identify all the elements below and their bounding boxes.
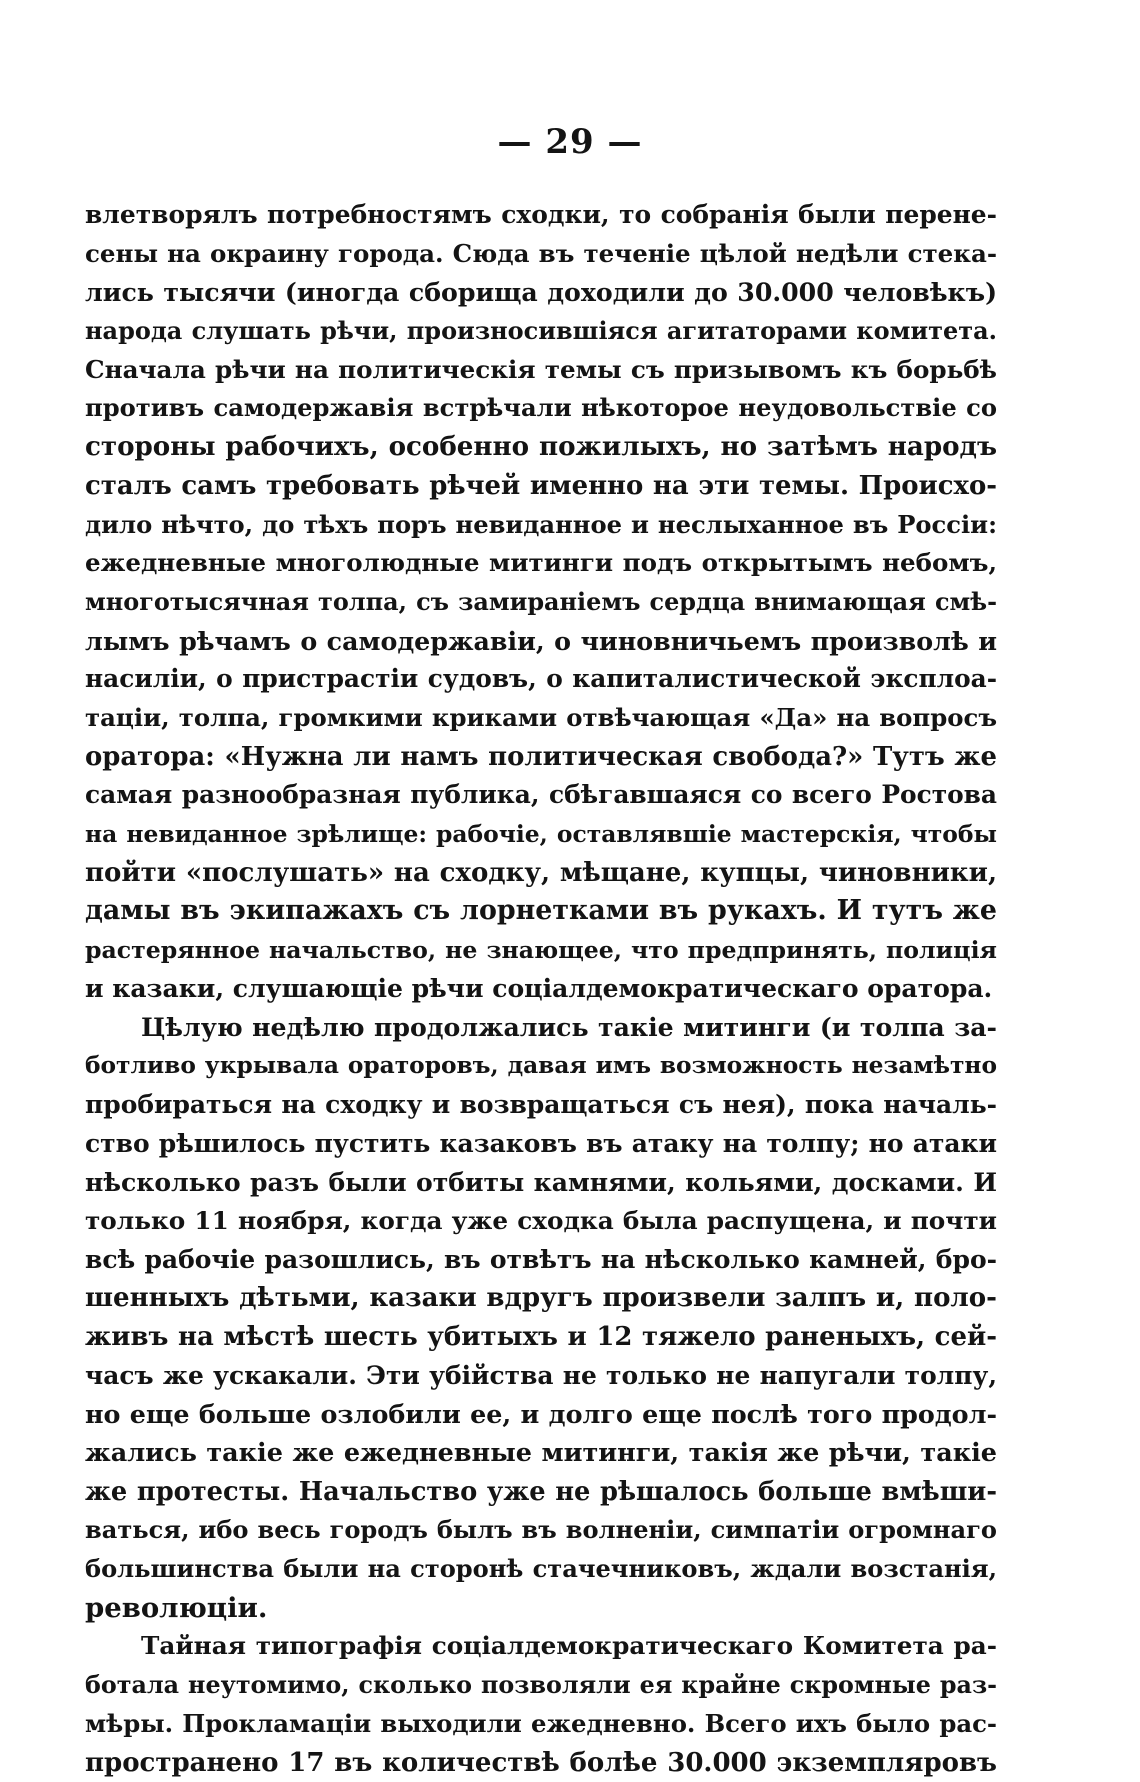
text-line: ботала неутомимо, сколько позволяли ея крайне скромные раз- xyxy=(85,1666,997,1705)
text-line: ство рѣшилось пустить казаковъ въ атаку на толпу; но атаки xyxy=(85,1125,997,1164)
text-line: насиліи, о пристрастіи судовъ, о капиталистической эксплоа- xyxy=(85,660,997,699)
text-line: мѣры. Прокламаціи выходили ежедневно. Всего ихъ было рас- xyxy=(85,1705,997,1744)
text-line: живъ на мѣстѣ шесть убитыхъ и 12 тяжело раненыхъ, сей- xyxy=(85,1318,997,1357)
text-line: ботливо укрывала ораторовъ, давая имъ возможность незамѣтно xyxy=(85,1047,997,1086)
text-line: Цѣлую недѣлю продолжались такіе митинги (и толпа за- xyxy=(85,1008,997,1047)
text-line: оратора: «Нужна ли намъ политическая свобода?» Тутъ же xyxy=(85,738,997,777)
text-line: но еще больше озлобили ее, и долго еще послѣ того продол- xyxy=(85,1395,997,1434)
text-line: таціи, толпа, громкими криками отвѣчающая «Да» на вопросъ xyxy=(85,699,997,738)
text-line: лись тысячи (иногда сборища доходили до 30.000 человѣкъ) xyxy=(85,273,997,312)
text-line: ваться, ибо весь городъ былъ въ волненіи, симпатіи огромнаго xyxy=(85,1511,997,1550)
text-line: всѣ рабочіе разошлись, въ отвѣтъ на нѣсколько камней, бро- xyxy=(85,1241,997,1280)
text-line: революціи. xyxy=(85,1589,997,1628)
text-line: противъ самодержавія встрѣчали нѣкоторое неудовольствіе со xyxy=(85,389,997,428)
text-line: большинства были на сторонѣ стачечниковъ, ждали возстанія, xyxy=(85,1550,997,1589)
text-line: влетворялъ потребностямъ сходки, то собранія были перене- xyxy=(85,196,997,235)
text-line: Сначала рѣчи на политическія темы съ призывомъ къ борьбѣ xyxy=(85,351,997,390)
text-line: сталъ самъ требовать рѣчей именно на эти темы. Происхо- xyxy=(85,467,997,506)
text-line: шенныхъ дѣтьми, казаки вдругъ произвели залпъ и, поло- xyxy=(85,1279,997,1318)
text-line: нѣсколько разъ были отбиты камнями, кольями, досками. И xyxy=(85,1163,997,1202)
text-line: и казаки, слушающіе рѣчи соціалдемократическаго оратора. xyxy=(85,970,997,1009)
text-line: только 11 ноября, когда уже сходка была распущена, и почти xyxy=(85,1202,997,1241)
body-text xyxy=(85,196,997,1782)
text-line: на невиданное зрѣлище: рабочіе, оставлявшіе мастерскія, чтобы xyxy=(85,815,997,854)
text-line: дамы въ экипажахъ съ лорнетками въ рукахъ. И тутъ же xyxy=(85,892,997,931)
text-line: стороны рабочихъ, особенно пожилыхъ, но затѣмъ народъ xyxy=(85,428,997,467)
text-line: пойти «послушать» на сходку, мѣщане, купцы, чиновники, xyxy=(85,854,997,893)
text-line: ежедневные многолюдные митинги подъ открытымъ небомъ, xyxy=(85,544,997,583)
text-line: пространено 17 въ количествѣ болѣе 30.000 экземпляровъ xyxy=(85,1744,997,1782)
text-line: сены на окраину города. Сюда въ теченіе цѣлой недѣли стека- xyxy=(85,235,997,274)
text-line: лымъ рѣчамъ о самодержавіи, о чиновничьемъ произволѣ и xyxy=(85,622,997,661)
text-line: народа слушать рѣчи, произносившіяся агитаторами комитета. xyxy=(85,312,997,351)
text-line: самая разнообразная публика, сбѣгавшаяся со всего Ростова xyxy=(85,776,997,815)
text-line: пробираться на сходку и возвращаться съ нея), пока началь- xyxy=(85,1086,997,1125)
text-line: жались такіе же ежедневные митинги, такія же рѣчи, такіе xyxy=(85,1434,997,1473)
text-line: же протесты. Начальство уже не рѣшалось больше вмѣши- xyxy=(85,1473,997,1512)
text-line: Тайная типографія соціалдемократическаго Комитета ра- xyxy=(85,1627,997,1666)
text-line: растерянное начальство, не знающее, что предпринять, полиція xyxy=(85,931,997,970)
page-number: — 29 — xyxy=(0,122,1140,162)
text-line: дило нѣчто, до тѣхъ поръ невиданное и неслыханное въ Россіи: xyxy=(85,506,997,545)
text-line: многотысячная толпа, съ замираніемъ сердца внимающая смѣ- xyxy=(85,583,997,622)
text-line: часъ же ускакали. Эти убійства не только не напугали толпу, xyxy=(85,1357,997,1396)
